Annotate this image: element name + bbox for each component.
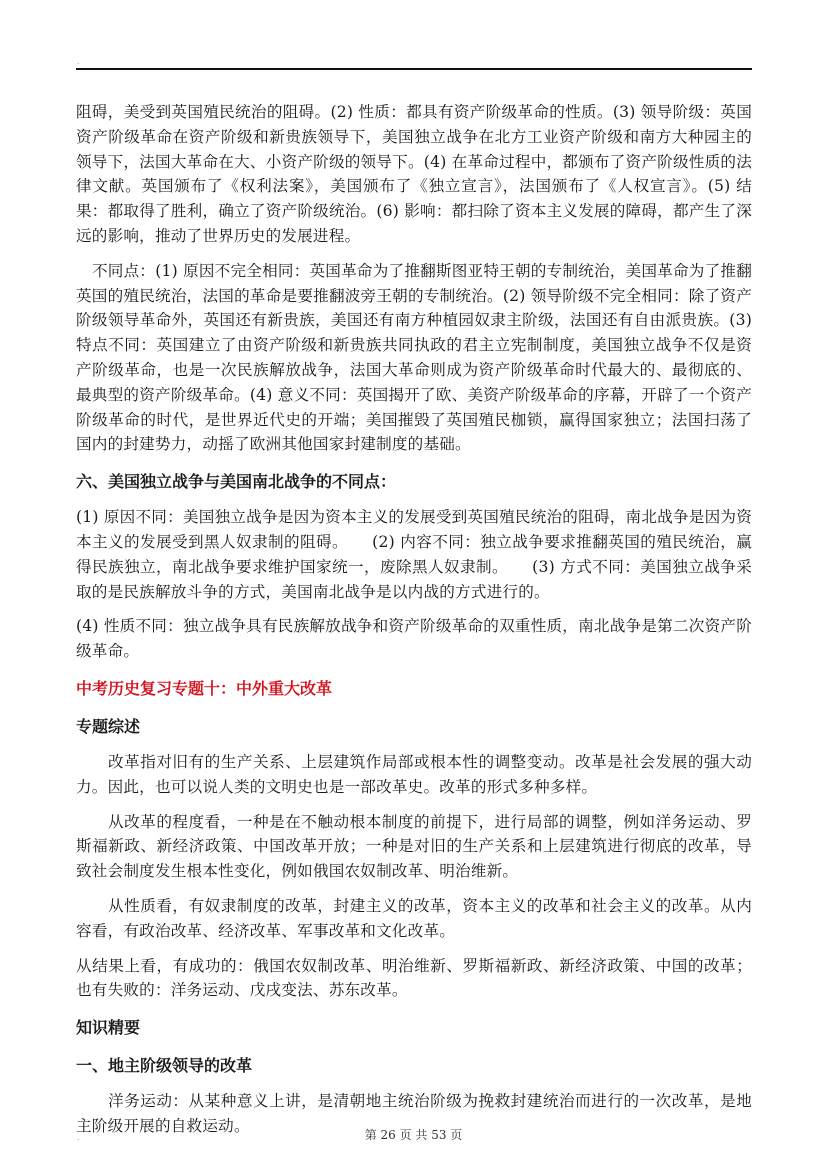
paragraph-reform-definition: 改革指对旧有的生产关系、上层建筑作局部或根本性的调整变动。改革是社会发展的强大动力。因此，也可以说人类的文明史也是一部改革史。改革的形式多种多样。	[76, 752, 752, 796]
paragraph-reform-degree: 从改革的程度看，一种是在不触动根本制度的前提下，进行局部的调整，例如洋务运动、罗斯福新政、新经济政策、中国改革开放；一种是对旧的生产关系和上层建筑进行彻底的改革，导致社会制度发生根本性变化，例如俄国农奴制改革、明治维新。	[76, 812, 752, 881]
header-rule	[76, 68, 752, 70]
section-heading-1: 一、地主阶级领导的改革	[76, 1056, 253, 1076]
page-content	[76, 100, 752, 1139]
page-footer: 第 26 页 共 53 页	[364, 1128, 463, 1142]
overview-heading: 专题综述	[76, 716, 141, 736]
paragraph-differences: 不同点：(1) 原因不完全相同：英国革命为了推翻斯图亚特王朝的专制统治，美国革命为了推翻英国的殖民统治，法国的革命是要推翻波旁王朝的专制统治。(2) 领导阶级不完全相同：除了资产阶级领导革命外，英国还有新贵族，美国还有南方种植园奴隶主阶级，法国还有自由派贵族。(3) 特点不同：英国建立了由资产阶级和新贵族共同执政的君主立宪制制度，美国独立战争不仅是资产阶级革命，也是一次民族解放战争，法国大革命则成为资产阶级革命时代最大的、最彻底的、最典型的资产阶级革命。(4) 意义不同：英国揭开了欧、美资产阶级革命的序幕，开辟了一个资产阶级革命的时代，是世界近代史的开端；美国摧毁了英国殖民枷锁，赢得国家独立；法国扫荡了国内的封建势力，动摇了欧洲其他国家封建制度的基础。	[76, 261, 752, 454]
paragraph-war-nature: (4) 性质不同：独立战争具有民族解放战争和资产阶级革命的双重性质，南北战争是第二次资产阶级革命。	[76, 617, 752, 661]
header-mark: .	[77, 57, 80, 66]
paragraph-war-differences: (1) 原因不同：美国独立战争是因为资本主义的发展受到英国殖民统治的阻碍，南北战争是因为资本主义的发展受到黑人奴隶制的阻碍。 (2) 内容不同：独立战争要求推翻英国的殖民统治，赢得民族独立，南北战争要求维护国家统一，废除黑人奴隶制。 (3) 方式不同：美国独立战争采取的是民族解放斗争的方式，美国南北战争是以内战的方式进行的。	[76, 508, 752, 601]
footer-mark: .	[77, 1133, 80, 1142]
section-heading-6: 六、美国独立战争与美国南北战争的不同点：	[76, 472, 397, 492]
paragraph-similarities-cont: 阻碍，美受到英国殖民统治的阻碍。(2) 性质：都具有资产阶级革命的性质。(3) 领导阶级：英国资产阶级革命在资产阶级和新贵族领导下，美国独立战争在北方工业资产阶级和南方大种园主的领导下，法国大革命在大、小资产阶级的领导下。(4) 在革命过程中，都颁布了资产阶级性质的法律文献。英国颁布了《权利法案》，美国颁布了《独立宣言》，法国颁布了《人权宣言》。(5) 结果：都取得了胜利，确立了资产阶级统治。(6) 影响：都扫除了资本主义发展的障碍，都产生了深远的影响，推动了世界历史的发展进程。	[76, 103, 752, 245]
paragraph-reform-nature: 从性质看，有奴隶制度的改革，封建主义的改革，资本主义的改革和社会主义的改革。从内容看，有政治改革、经济改革、军事改革和文化改革。	[76, 896, 752, 940]
paragraph-reform-result: 从结果上看，有成功的：俄国农奴制改革、明治维新、罗斯福新政、新经济政策、中国的改革；也有失败的：洋务运动、戊戌变法、苏东改革。	[76, 956, 752, 1000]
paragraph-westernization: 洋务运动：从某种意义上讲，是清朝地主统治阶级为挽救封建统治而进行的一次改革，是地主阶级开展的自救运动。	[76, 1092, 752, 1135]
knowledge-heading: 知识精要	[76, 1018, 141, 1038]
topic-title: 中考历史复习专题十：中外重大改革	[76, 678, 333, 698]
